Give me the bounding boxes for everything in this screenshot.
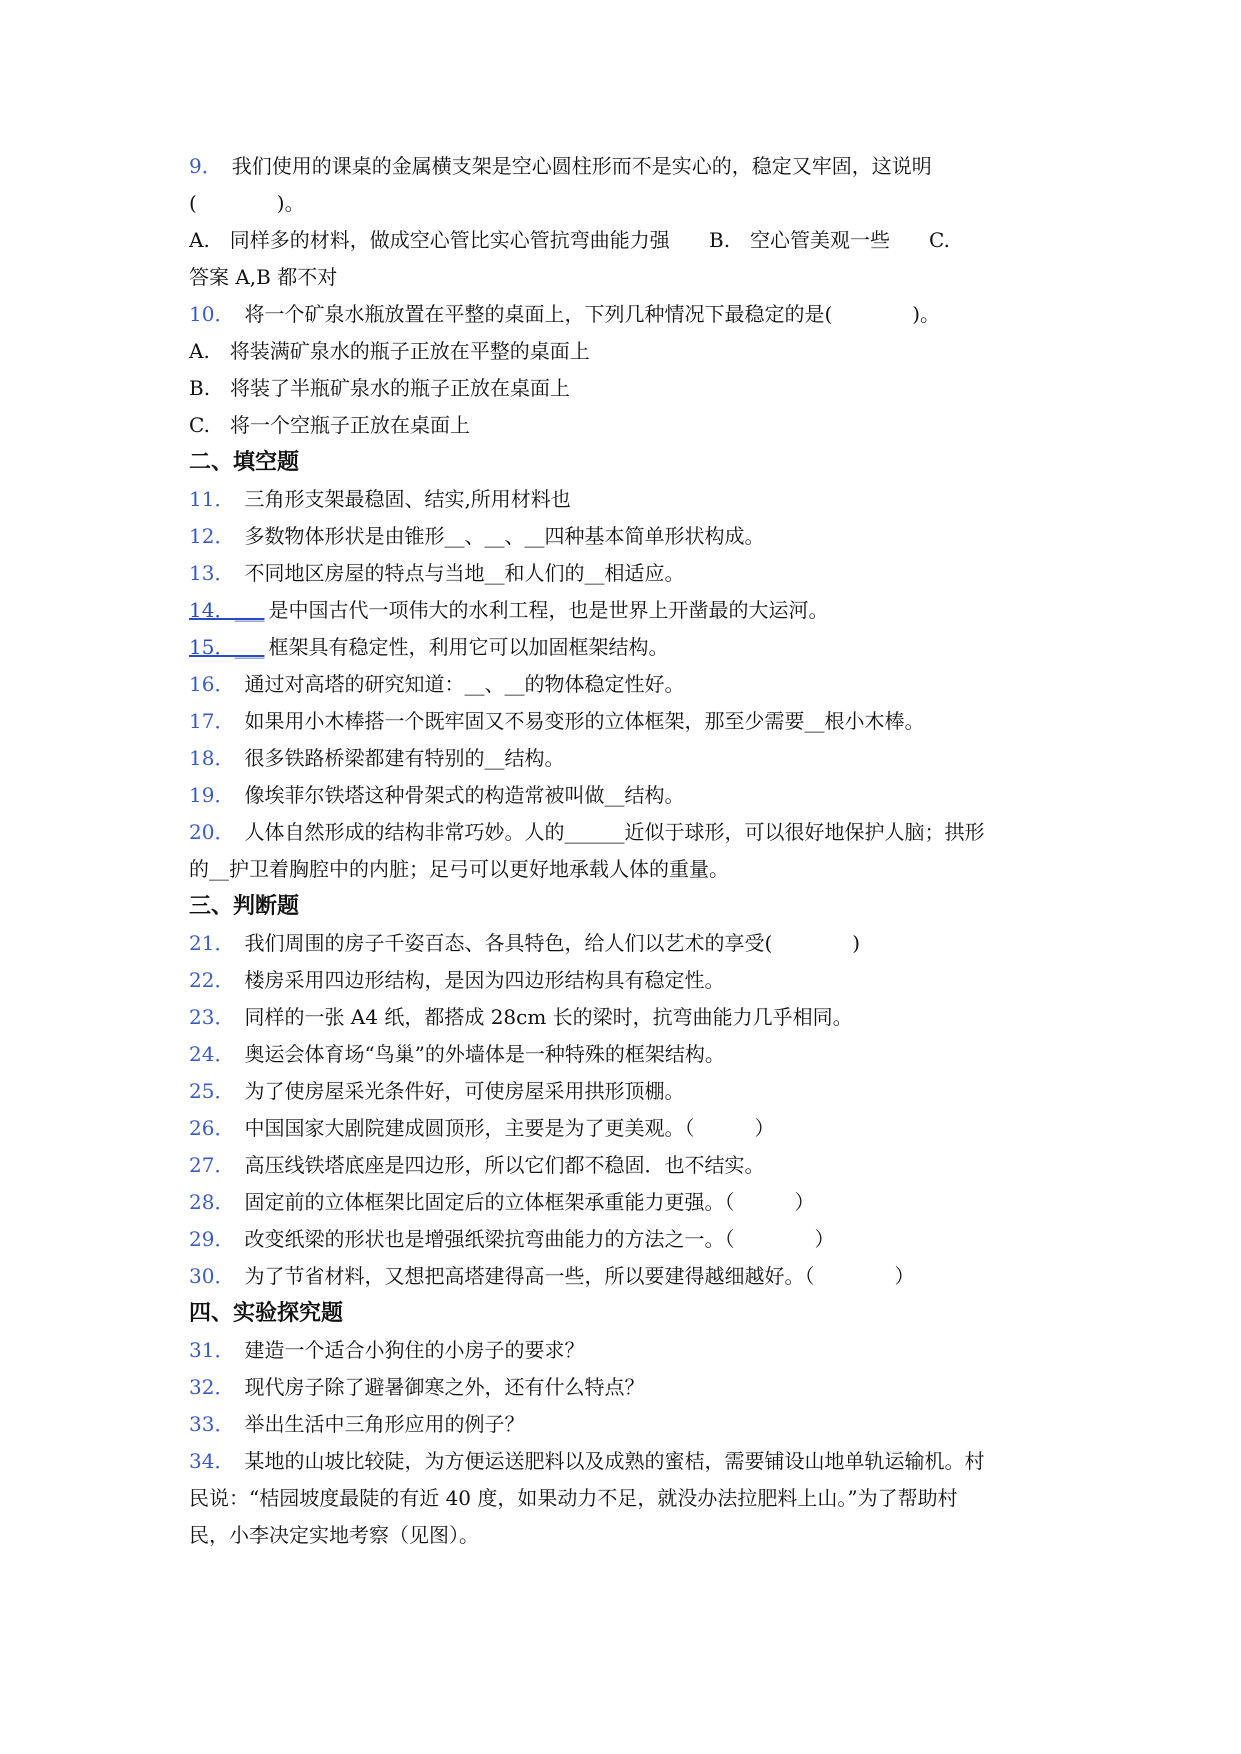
question-number: 14．___	[189, 598, 265, 622]
question-text: 我们使用的课桌的金属横支架是空心圆柱形而不是实心的，稳定又牢固，这说明	[231, 154, 932, 178]
section-heading-true-false: 三、判断题	[189, 894, 300, 919]
question-29	[189, 1221, 1069, 1258]
option-b: B. 空心管美观一些	[709, 228, 891, 252]
question-text: 不同地区房屋的特点与当地__和人们的__相适应。	[244, 561, 685, 585]
question-number: 28．	[189, 1190, 235, 1214]
question-32	[189, 1369, 1069, 1406]
question-number: 20．	[189, 820, 235, 844]
question-number: 11．	[189, 487, 235, 511]
question-text: 三角形支架最稳固、结实,所用材料也	[244, 487, 571, 511]
question-text: 通过对高塔的研究知道：__、__的物体稳定性好。	[244, 672, 685, 696]
question-34	[189, 1443, 1069, 1480]
question-22	[189, 962, 1069, 999]
question-number: 29．	[189, 1227, 235, 1251]
question-text: 框架具有稳定性，利用它可以加固框架结构。	[268, 635, 669, 659]
question-number: 33．	[189, 1412, 235, 1436]
question-number: 17．	[189, 709, 235, 733]
question-14	[189, 592, 1069, 629]
question-17	[189, 703, 1069, 740]
question-number: 13．	[189, 561, 235, 585]
option-c-label: C.	[929, 228, 950, 252]
question-text: 像埃菲尔铁塔这种骨架式的构造常被叫做__结构。	[244, 783, 685, 807]
question-31	[189, 1332, 1069, 1369]
question-number: 9．	[189, 154, 222, 178]
question-text: 现代房子除了避暑御寒之外，还有什么特点？	[244, 1375, 645, 1399]
option-a: A. 同样多的材料，做成空心管比实心管抗弯曲能力强	[189, 228, 670, 252]
question-25	[189, 1073, 1069, 1110]
question-20	[189, 814, 1069, 851]
question-number: 26．	[189, 1116, 235, 1140]
question-16	[189, 666, 1069, 703]
question-text: 人体自然形成的结构非常巧妙。人的______近似于球形，可以很好地保护人脑；拱形	[244, 820, 985, 844]
section-heading-fill-in: 二、填空题	[189, 450, 300, 475]
question-number: 27．	[189, 1153, 235, 1177]
question-18	[189, 740, 1069, 777]
question-number: 21．	[189, 931, 235, 955]
question-34-cont-2: 民，小李决定实地考察（见图）。	[189, 1523, 479, 1547]
question-12	[189, 518, 1069, 555]
question-15	[189, 629, 1069, 666]
question-28	[189, 1184, 1069, 1221]
question-text: 如果用小木棒搭一个既牢固又不易变形的立体框架，那至少需要__根小木棒。	[244, 709, 925, 733]
question-text: 多数物体形状是由锥形__、__、__四种基本简单形状构成。	[244, 524, 765, 548]
option-c: C. 将一个空瓶子正放在桌面上	[189, 413, 470, 437]
question-number: 24．	[189, 1042, 235, 1066]
question-text: 将一个矿泉水瓶放置在平整的桌面上，下列几种情况下最稳定的是( )。	[244, 302, 941, 326]
question-text: 我们周围的房子千姿百态、各具特色，给人们以艺术的享受( )	[244, 931, 861, 955]
question-23	[189, 999, 1069, 1036]
question-number: 15．___	[189, 635, 265, 659]
question-text: 奥运会体育场“鸟巢”的外墙体是一种特殊的框架结构。	[244, 1042, 725, 1066]
question-number: 10．	[189, 302, 235, 326]
question-9-blank: ( )。	[189, 191, 305, 215]
question-9-options	[189, 222, 1069, 259]
question-text: 为了使房屋采光条件好，可使房屋采用拱形顶棚。	[244, 1079, 685, 1103]
option-a: A. 将装满矿泉水的瓶子正放在平整的桌面上	[189, 339, 590, 363]
question-9	[189, 148, 1069, 185]
question-13	[189, 555, 1069, 592]
question-number: 23．	[189, 1005, 235, 1029]
question-number: 32．	[189, 1375, 235, 1399]
question-text: 高压线铁塔底座是四边形，所以它们都不稳固．也不结实。	[244, 1153, 765, 1177]
question-11	[189, 481, 1069, 518]
question-number: 25．	[189, 1079, 235, 1103]
question-text: 同样的一张 A4 纸，都搭成 28cm 长的梁时，抗弯曲能力几乎相同。	[244, 1005, 853, 1029]
question-text: 建造一个适合小狗住的小房子的要求？	[244, 1338, 585, 1362]
question-text: 固定前的立体框架比固定后的立体框架承重能力更强。（ ）	[244, 1190, 815, 1214]
section-heading-experiment: 四、实验探究题	[189, 1301, 344, 1326]
question-34-cont-1: 民说：“桔园坡度最陡的有近 40 度，如果动力不足，就没办法拉肥料上山。”为了帮助村	[189, 1486, 958, 1510]
question-text: 楼房采用四边形结构，是因为四边形结构具有稳定性。	[244, 968, 725, 992]
question-33	[189, 1406, 1069, 1443]
question-26	[189, 1110, 1069, 1147]
document-page	[189, 148, 1069, 1554]
question-number: 12．	[189, 524, 235, 548]
question-number: 18．	[189, 746, 235, 770]
question-number: 19．	[189, 783, 235, 807]
question-text: 为了节省材料，又想把高塔建得高一些，所以要建得越细越好。（ ）	[244, 1264, 915, 1288]
question-text: 改变纸梁的形状也是增强纸梁抗弯曲能力的方法之一。（ ）	[244, 1227, 835, 1251]
question-10	[189, 296, 1069, 333]
question-number: 30．	[189, 1264, 235, 1288]
question-20-cont: 的__护卫着胸腔中的内脏；足弓可以更好地承载人体的重量。	[189, 857, 729, 881]
question-text: 中国国家大剧院建成圆顶形，主要是为了更美观。（ ）	[244, 1116, 775, 1140]
option-c-text: 答案 A,B 都不对	[189, 265, 338, 289]
option-b: B. 将装了半瓶矿泉水的瓶子正放在桌面上	[189, 376, 571, 400]
question-19	[189, 777, 1069, 814]
question-21	[189, 925, 1069, 962]
question-text: 某地的山坡比较陡，为方便运送肥料以及成熟的蜜桔，需要铺设山地单轨运输机。村	[244, 1449, 985, 1473]
question-text: 是中国古代一项伟大的水利工程，也是世界上开凿最的大运河。	[268, 598, 829, 622]
question-number: 22．	[189, 968, 235, 992]
question-24	[189, 1036, 1069, 1073]
question-number: 16．	[189, 672, 235, 696]
question-text: 举出生活中三角形应用的例子？	[244, 1412, 525, 1436]
question-30	[189, 1258, 1069, 1295]
question-text: 很多铁路桥梁都建有特别的__结构。	[244, 746, 565, 770]
question-27	[189, 1147, 1069, 1184]
question-number: 34．	[189, 1449, 235, 1473]
question-number: 31．	[189, 1338, 235, 1362]
